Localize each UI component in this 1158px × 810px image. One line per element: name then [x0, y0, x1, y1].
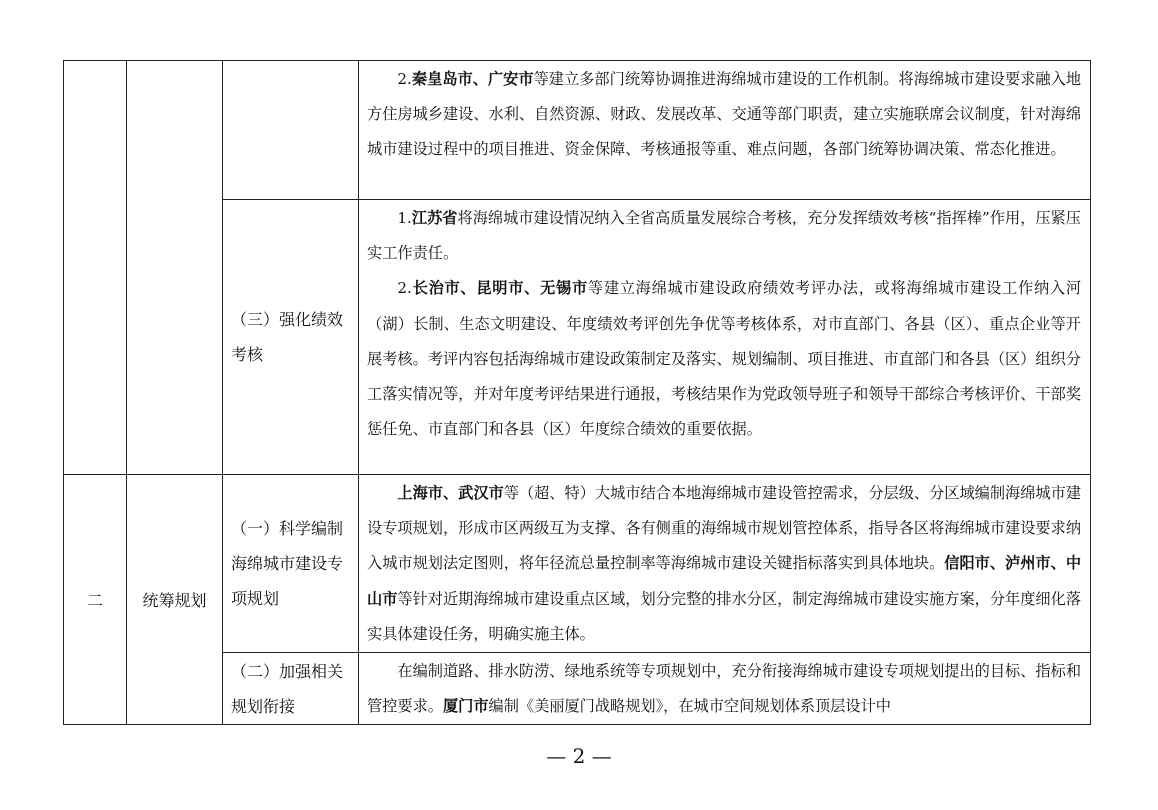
highlight-text: 江苏省: [411, 209, 458, 227]
highlight-text: 秦皇岛市、广安市: [411, 70, 534, 88]
category-cell: [127, 61, 223, 475]
content-cell: [359, 200, 1091, 475]
content-cell: [359, 475, 1091, 653]
subtitle-cell: （一）科学编制海绵城市建设专项规划: [223, 475, 359, 653]
highlight-text: 厦门市: [442, 697, 489, 716]
paragraph: 在编制道路、排水防涝、绿地系统等专项规划中，充分衔接海绵城市建设专项规划提出的目标、指标和管控要求。厦门市编制《美丽厦门战略规划》，在城市空间规划体系顶层设计中: [367, 662, 1081, 716]
highlight-text: 长治市、昆明市、无锡市: [411, 279, 588, 298]
paragraph: 1.江苏省将海绵城市建设情况纳入全省高质量发展综合考核，充分发挥绩效考核“指挥棒”作用，压紧压实工作责任。: [367, 209, 1081, 263]
highlight-text: 上海市、武汉市: [397, 484, 504, 502]
number-cell: [64, 61, 127, 475]
section-category: 统筹规划: [127, 475, 223, 725]
table-row: [64, 475, 1091, 653]
subtitle-cell: （三）强化绩效考核: [223, 200, 359, 475]
section-number: 二: [64, 475, 127, 725]
content-table: [63, 60, 1091, 725]
table-row: [64, 61, 1091, 200]
content-cell: [359, 653, 1091, 725]
highlight-text: 信阳市、泸州市、中山市: [367, 554, 1082, 608]
subtitle-cell: [223, 61, 359, 200]
paragraph: 2.秦皇岛市、广安市等建立多部门统筹协调推进海绵城市建设的工作机制。将海绵城市建设要求融入地方住房城乡建设、水利、自然资源、财政、发展改革、交通等部门职责，建立实施联席会议制度，针对海绵城市建设过程中的项目推进、资金保障、考核通报等重、难点问题，各部门统筹协调决策、常态化推进。: [367, 70, 1082, 159]
paragraph: 上海市、武汉市等（超、特）大城市结合本地海绵城市建设管控需求，分层级、分区域编制海绵城市建设专项规划，形成市区两级互为支撑、各有侧重的海绵城市规划管控体系，指导各区将海绵城市建设要求纳入城市规划法定图则，将年径流总量控制率等海绵城市建设关键指标落实到具体地块。信阳市、泸州市、中山市等针对近期海绵城市建设重点区域，划分完整的排水分区，制定海绵城市建设实施方案，分年度细化落实具体建设任务，明确实施主体。: [367, 484, 1082, 643]
paragraph: 2.长治市、昆明市、无锡市等建立海绵城市建设政府绩效考评办法，或将海绵城市建设工作纳入河（湖）长制、生态文明建设、年度绩效考评创先争优等考核体系，对市直部门、各县（区）、重点企业等开展考核。考评内容包括海绵城市建设政策制定及落实、规划编制、项目推进、市直部门和各县（区）组织分工落实情况等，并对年度考评结果进行通报，考核结果作为党政领导班子和领导干部综合考核评价、干部奖惩任免、市直部门和各县（区）年度综合绩效的重要依据。: [367, 279, 1082, 439]
page-number: — 2 —: [546, 744, 612, 768]
content-cell: [359, 61, 1091, 200]
subtitle-cell: （二）加强相关规划衔接: [223, 653, 359, 725]
